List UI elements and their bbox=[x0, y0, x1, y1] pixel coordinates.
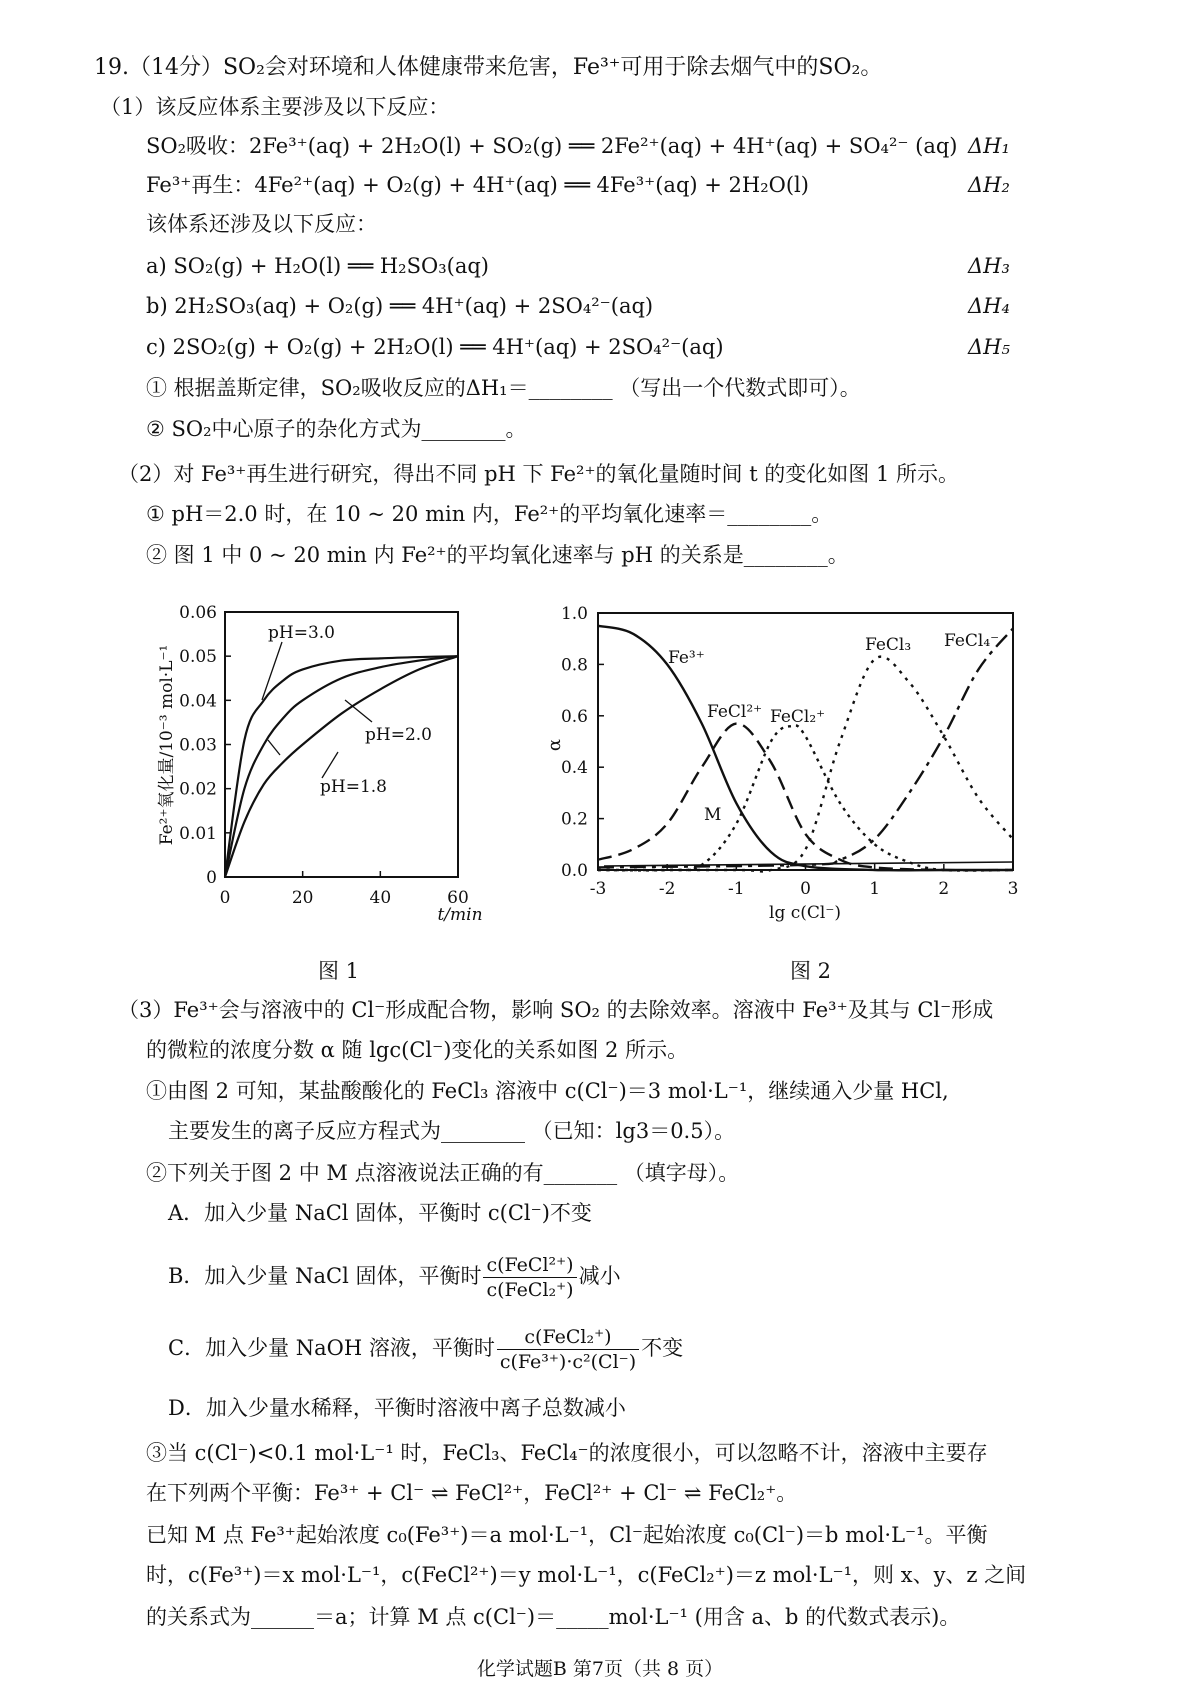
reaction-c-dh: ΔH₅ bbox=[968, 335, 1010, 359]
option-c-suffix: 不变 bbox=[641, 1336, 684, 1360]
option-b-fraction bbox=[483, 1253, 576, 1302]
figure-1-label-ph20: pH=2.0 bbox=[365, 725, 432, 745]
figure-1-y-tick-label: 0.05 bbox=[179, 647, 217, 668]
option-b-denominator: c(FeCl₂⁺) bbox=[486, 1279, 574, 1301]
part1-intro: （1）该反应体系主要涉及以下反应： bbox=[100, 95, 450, 119]
figure-2-x-tick-label: -1 bbox=[728, 879, 745, 899]
option-c-fraction bbox=[497, 1325, 639, 1374]
figure-1-y-tick-label: 0.06 bbox=[179, 603, 217, 623]
figure-1-x-tick-label: 20 bbox=[291, 888, 314, 908]
reaction-2: Fe³⁺再生：4Fe²⁺(aq) + O₂(g) + 4H⁺(aq) ══ 4Fe³⁺(aq) + 2H₂O(l) bbox=[146, 173, 809, 197]
figure-1-y-label: Fe²⁺氧化量/10⁻³ mol·L⁻¹ bbox=[157, 644, 177, 846]
figure-2-x-tick-label: 0 bbox=[800, 879, 811, 899]
figure-1-label-ph30: pH=3.0 bbox=[268, 623, 335, 643]
figure-2-x-tick-label: 2 bbox=[938, 879, 950, 899]
page-footer: 化学试题B 第7页（共 8 页） bbox=[476, 1658, 724, 1680]
figure-1-x-tick-label: 40 bbox=[369, 888, 392, 908]
figure-2-y-tick-label: 0.6 bbox=[560, 706, 588, 727]
figure-2-caption: 图 2 bbox=[790, 959, 832, 983]
figure-2-label-fecl3: FeCl₃ bbox=[865, 635, 912, 655]
figure-1-x-label: t/min bbox=[437, 905, 483, 925]
figure-1-series-2 bbox=[225, 656, 458, 877]
figure-1-y-tick-label: 0.04 bbox=[179, 691, 217, 712]
question-3-3c: 已知 M 点 Fe³⁺起始浓度 c₀(Fe³⁺)＝a mol·L⁻¹，Cl⁻起始浓度 c₀(Cl⁻)＝b mol·L⁻¹。平衡 bbox=[146, 1523, 988, 1547]
part3-line-1: （3）Fe³⁺会与溶液中的 Cl⁻形成配合物，影响 SO₂ 的去除效率。溶液中 Fe³⁺及其与 Cl⁻形成 bbox=[118, 998, 994, 1022]
question-1-2: ② SO₂中心原子的杂化方式为________。 bbox=[146, 417, 527, 441]
option-c-numerator: c(FeCl₂⁺) bbox=[497, 1325, 639, 1350]
figure-1-x-tick-label: 60 bbox=[447, 888, 469, 908]
question-3-1b: 主要发生的离子反应方程式为________ （已知：lg3＝0.5）。 bbox=[168, 1119, 736, 1143]
question-2-2: ② 图 1 中 0 ~ 20 min 内 Fe²⁺的平均氧化速率与 pH 的关系是________。 bbox=[146, 543, 849, 567]
question-1-1: ① 根据盖斯定律，SO₂吸收反应的ΔH₁＝________ （写出一个代数式即可）。 bbox=[146, 376, 861, 400]
figure-2-label-m: M bbox=[704, 805, 722, 825]
option-b-suffix: 减小 bbox=[578, 1264, 621, 1288]
part2-intro: （2）对 Fe³⁺再生进行研究，得出不同 pH 下 Fe²⁺的氧化量随时间 t 的变化如图 1 所示。 bbox=[118, 462, 960, 486]
option-b-prefix: B．加入少量 NaCl 固体，平衡时 bbox=[168, 1264, 482, 1288]
figure-2-x-tick-label: -2 bbox=[658, 879, 676, 899]
question-3-3a: ③当 c(Cl⁻)<0.1 mol·L⁻¹ 时，FeCl₃、FeCl₄⁻的浓度很小，可以忽略不计，溶液中主要存 bbox=[146, 1441, 988, 1465]
question-3-3e: 的关系式为______＝a；计算 M 点 c(Cl⁻)＝_____mol·L⁻¹ (用含 a、b 的代数式表示)。 bbox=[146, 1605, 961, 1629]
figure-1-y-tick-label: 0.03 bbox=[179, 735, 217, 756]
reaction-b: b) 2H₂SO₃(aq) + O₂(g) ══ 4H⁺(aq) + 2SO₄²⁻(aq) bbox=[146, 294, 654, 318]
reaction-a: a) SO₂(g) + H₂O(l) ══ H₂SO₃(aq) bbox=[146, 254, 489, 278]
figure-2-y-tick-label: 0.8 bbox=[560, 655, 588, 676]
figure-1-tick-mark bbox=[268, 740, 280, 755]
figure-1-y-tick-label: 0 bbox=[206, 868, 217, 888]
figure-2-x-tick-label: 3 bbox=[1007, 879, 1019, 899]
figure-1-y-tick-label: 0.02 bbox=[179, 779, 217, 800]
option-c-prefix: C．加入少量 NaOH 溶液，平衡时 bbox=[168, 1336, 495, 1360]
question-3-2: ②下列关于图 2 中 M 点溶液说法正确的有_______ （填字母）。 bbox=[146, 1161, 740, 1185]
option-b bbox=[168, 1246, 621, 1306]
figure-2-y-label: α bbox=[544, 738, 565, 752]
reaction-1: SO₂吸收：2Fe³⁺(aq) + 2H₂O(l) + SO₂(g) ══ 2Fe²⁺(aq) + 4H⁺(aq) + SO₄²⁻ (aq) bbox=[146, 134, 958, 158]
figure-2-label-fecl2p: FeCl²⁺ bbox=[707, 702, 763, 722]
figure-2-y-tick-label: 1.0 bbox=[560, 604, 588, 624]
figure-1-label-ph18: pH=1.8 bbox=[320, 777, 387, 797]
figure-2-y-tick-label: 0.0 bbox=[560, 861, 588, 881]
figure-2-chart bbox=[540, 590, 1040, 940]
figure-1-series-1 bbox=[225, 656, 458, 877]
figure-2-x-label: lg c(Cl⁻) bbox=[769, 903, 841, 923]
reaction-b-dh: ΔH₄ bbox=[968, 294, 1010, 318]
figure-1-y-tick-label: 0.01 bbox=[179, 823, 217, 844]
option-a: A．加入少量 NaCl 固体，平衡时 c(Cl⁻)不变 bbox=[168, 1201, 592, 1225]
option-c-denominator: c(Fe³⁺)·c²(Cl⁻) bbox=[499, 1351, 637, 1373]
figure-1-series-3 bbox=[225, 656, 458, 877]
question-2-1: ① pH＝2.0 时，在 10 ~ 20 min 内，Fe²⁺的平均氧化速率＝________。 bbox=[146, 502, 833, 526]
reaction-a-dh: ΔH₃ bbox=[968, 254, 1010, 278]
figure-2-x-tick-label: -3 bbox=[589, 879, 607, 899]
option-d: D．加入少量水稀释，平衡时溶液中离子总数减小 bbox=[168, 1396, 626, 1420]
figure-2-series-4 bbox=[598, 657, 1013, 872]
question-3-1a: ①由图 2 可知，某盐酸酸化的 FeCl₃ 溶液中 c(Cl⁻)＝3 mol·L⁻¹，继续通入少量 HCl, bbox=[146, 1079, 949, 1103]
question-3-3d: 时，c(Fe³⁺)＝x mol·L⁻¹，c(FeCl²⁺)＝y mol·L⁻¹，c(FeCl₂⁺)＝z mol·L⁻¹，则 x、y、z 之间 bbox=[146, 1563, 1027, 1587]
figure-2-label-fecl4: FeCl₄⁻ bbox=[944, 631, 1000, 651]
reaction-2-dh: ΔH₂ bbox=[968, 173, 1010, 197]
also-involves-text: 该体系还涉及以下反应： bbox=[146, 212, 377, 236]
reaction-1-dh: ΔH₁ bbox=[968, 134, 1010, 158]
figure-2-x-tick-label: 1 bbox=[869, 879, 881, 899]
question-3-3b: 在下列两个平衡：Fe³⁺ + Cl⁻ ⇌ FeCl²⁺，FeCl²⁺ + Cl⁻ ⇌ FeCl₂⁺。 bbox=[146, 1481, 798, 1505]
option-b-numerator: c(FeCl²⁺) bbox=[483, 1253, 576, 1278]
part3-line-2: 的微粒的浓度分数 α 随 lgc(Cl⁻)变化的关系如图 2 所示。 bbox=[146, 1038, 689, 1062]
figure-1-caption: 图 1 bbox=[318, 959, 360, 983]
option-c bbox=[168, 1318, 683, 1378]
figure-1-leader-ph18 bbox=[322, 752, 338, 778]
question-title: 19.（14分）SO₂会对环境和人体健康带来危害，Fe³⁺可用于除去烟气中的SO₂。 bbox=[94, 55, 883, 80]
figure-2-y-tick-label: 0.2 bbox=[560, 809, 588, 830]
figure-1-chart bbox=[140, 590, 520, 940]
reaction-c: c) 2SO₂(g) + O₂(g) + 2H₂O(l) ══ 4H⁺(aq) + 2SO₄²⁻(aq) bbox=[146, 335, 724, 359]
figure-2-y-tick-label: 0.4 bbox=[560, 758, 588, 779]
figure-1-x-tick-label: 0 bbox=[219, 888, 231, 908]
figure-2-label-fecl2: FeCl₂⁺ bbox=[770, 707, 826, 727]
figure-2-label-fe3: Fe³⁺ bbox=[668, 648, 705, 668]
